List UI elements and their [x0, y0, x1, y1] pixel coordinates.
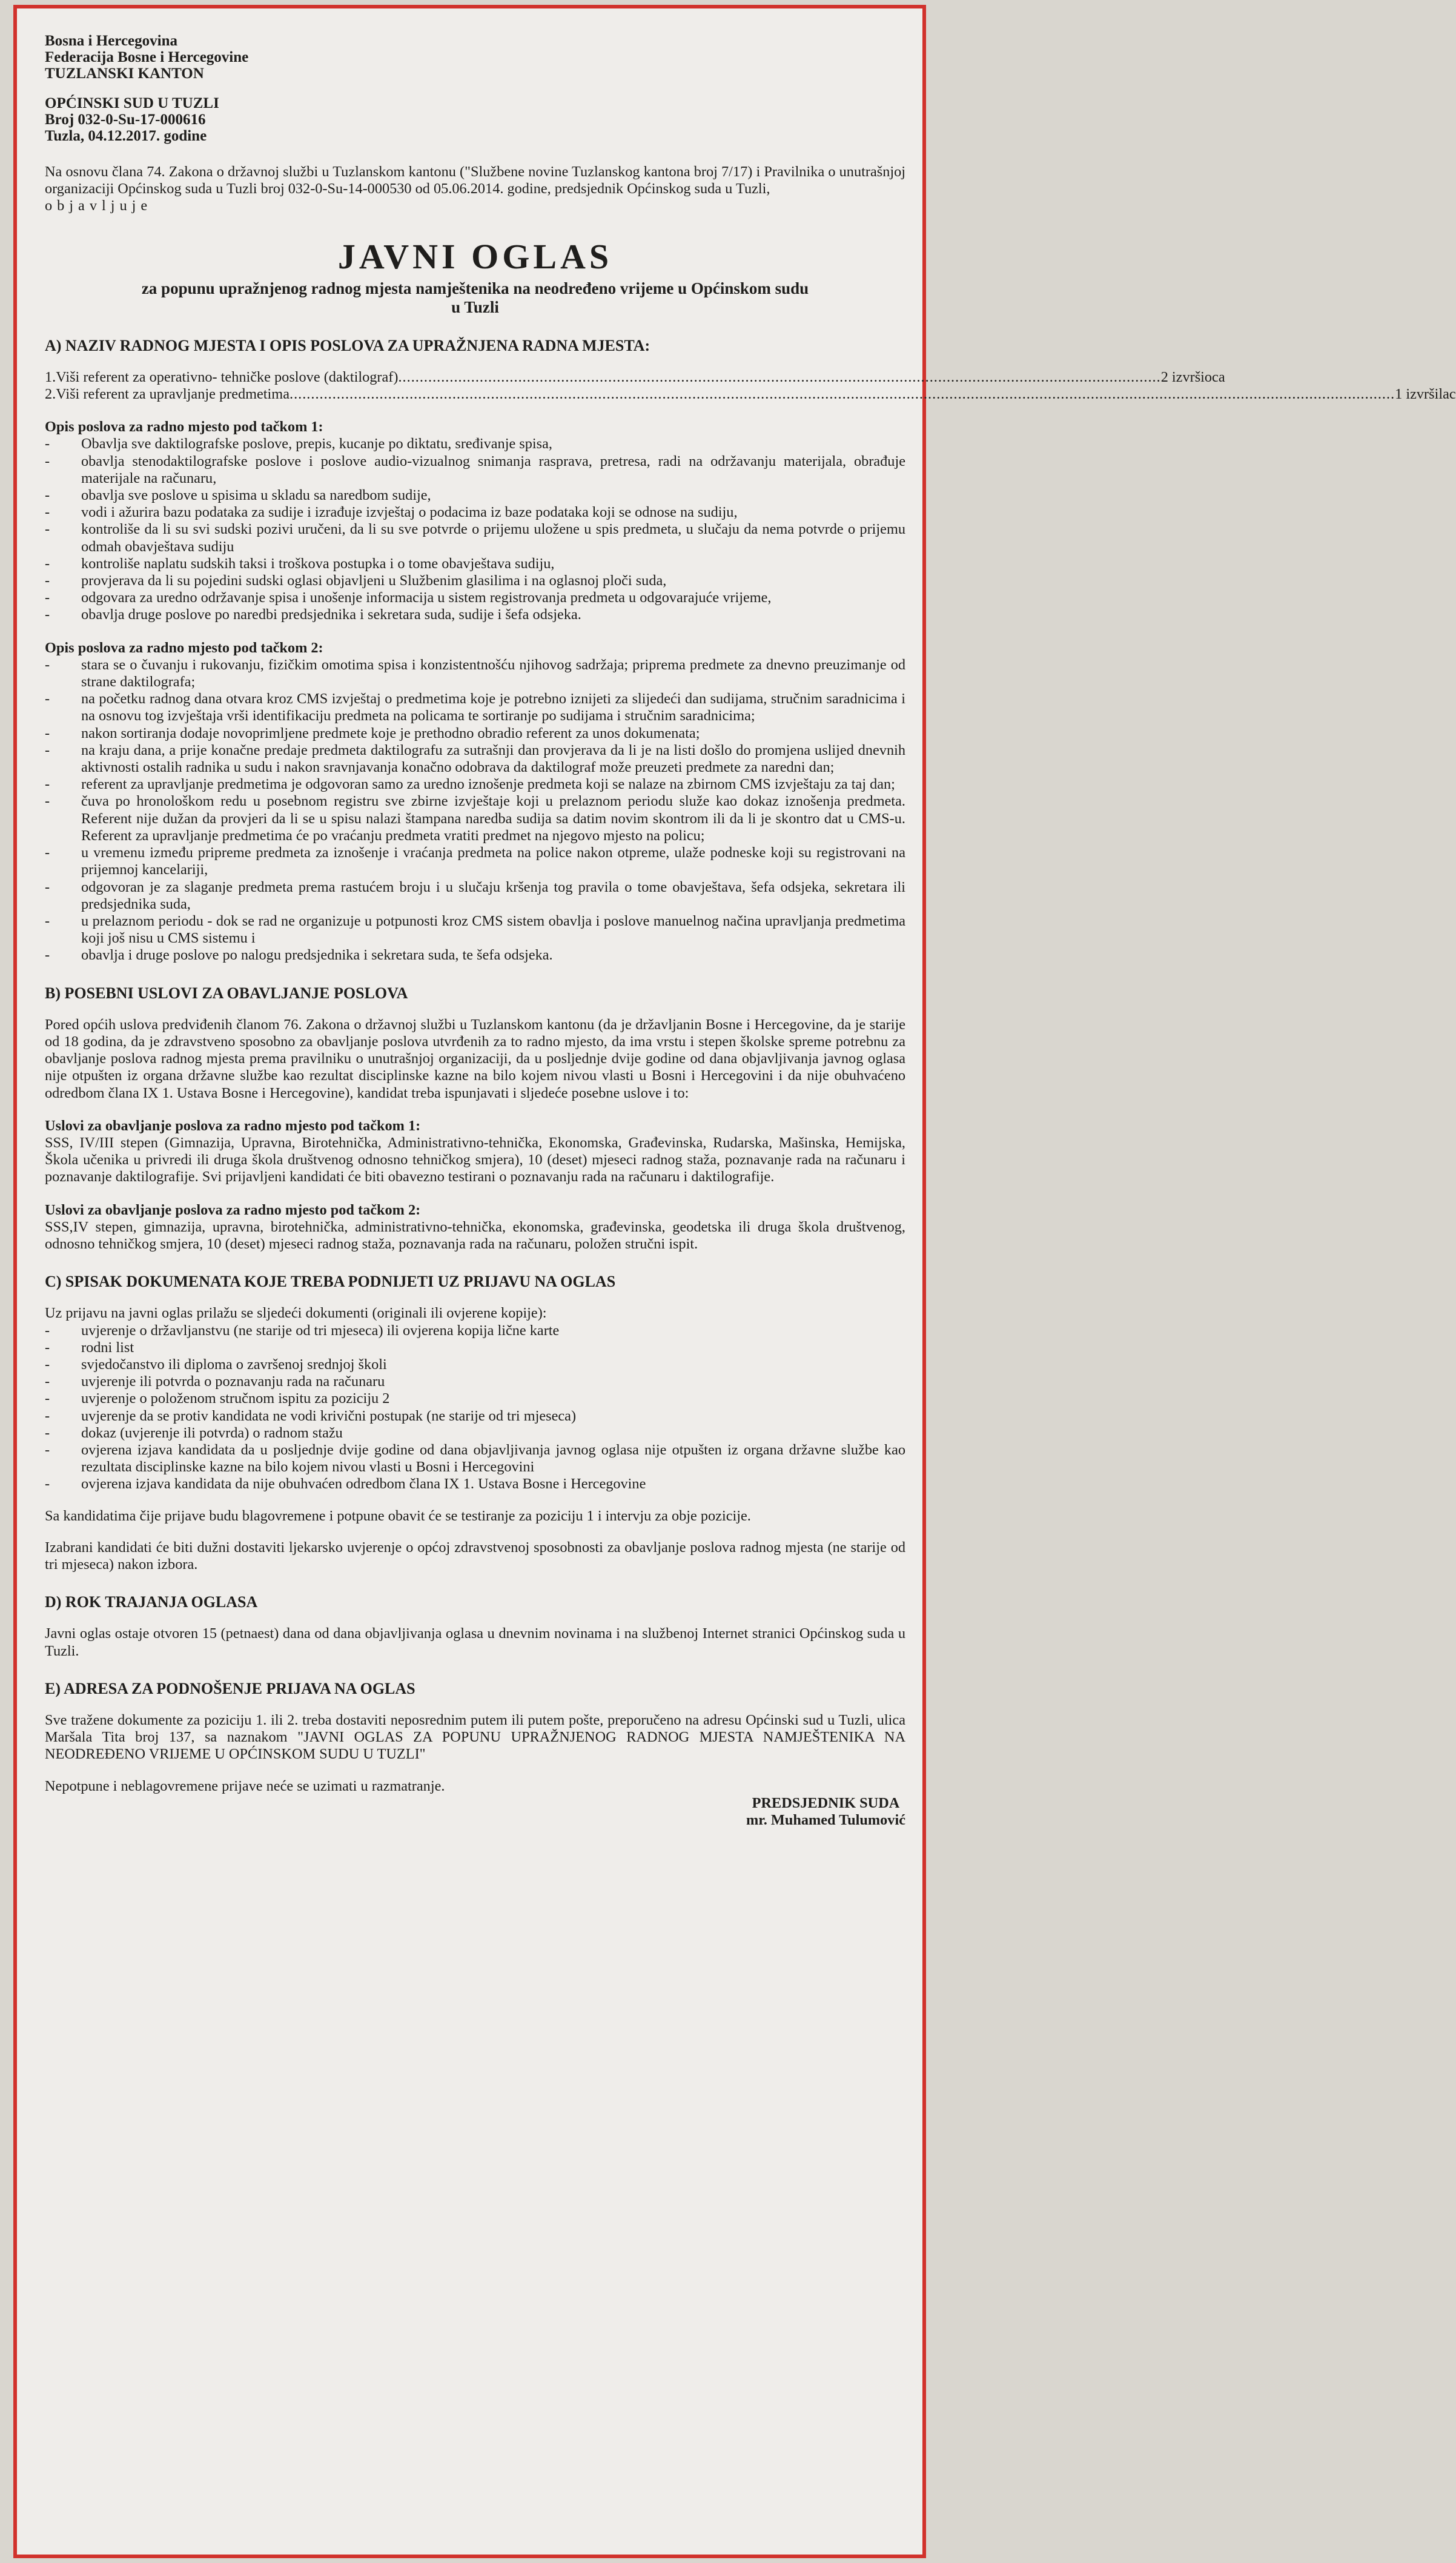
position-number: 1. [45, 368, 56, 385]
conditions-2-text: SSS,IV stepen, gimnazija, upravna, birotehnička, administrativno-tehnička, ekonomska, građevinska, geodetska ili druga škola društvenog, odnosno tehničkog smjera, 10 (deset) mjeseci radnog staža, poznavanja rada na računaru, položen stručni ispit. [45, 1218, 905, 1252]
duty-item: - vodi i ažurira bazu podataka za sudije i izrađuje izvještaj o podacima iz baze podataka koji se odnose na sudiju, [45, 504, 905, 521]
document-item: - ovjerena izjava kandidata da u posljednje dvije godine od dana objavljivanja javnog oglasa nije otpušten iz organa državne službe kao rezultata disciplinske kazne na bilo kojem nivou vlasti u Bosni i Hercegovini [45, 1442, 905, 1476]
duty-item: - odgovara za uredno održavanje spisa i unošenje informacija u sistem registrovanja predmeta u odgovarajuće vrijeme, [45, 589, 905, 606]
position-name: Viši referent za upravljanje predmetima [56, 386, 290, 403]
duties-2-heading: Opis poslova za radno mjesto pod tačkom 2: [45, 639, 323, 656]
newspaper-clipping [13, 5, 1456, 2558]
duty-item: - odgovoran je za slaganje predmeta prema rastućem broju i u slučaju kršenja tog pravila o tome obavještava, šefa odsjeka, sekretara ili predsjednika suda, [45, 879, 905, 913]
header-federation: Federacija Bosne i Hercegovine [45, 49, 249, 65]
position-number: 2. [45, 386, 56, 403]
document-item: - svjedočanstvo ili diploma o završenoj srednjoj školi [45, 1356, 905, 1373]
incomplete-applications-note: Nepotpune i neblagovremene prijave neće se uzimati u razmatranje. [45, 1777, 445, 1794]
position-name: Viši referent za operativno- tehničke poslove (daktilograf) [56, 368, 399, 385]
leader-dots: .................................................................................................................................................................................. [398, 368, 1161, 385]
duty-item: - na početku radnog dana otvara kroz CMS izvještaj o predmetima koje je potrebno iznijeti za slijedeći dan sudijama, stručnim saradnicima i na osnovu tog izvještaja vrši identifikaciju predmeta na policama te sortiranje po sudijama i stručnim saradnicima; [45, 691, 905, 724]
position-count: 1 izvršilac [1395, 386, 1456, 403]
duty-item: - kontroliše da li su svi sudski pozivi uručeni, da li su sve potvrde o prijemu uložene u spis predmeta, u slučaju da nema potvrde o prijemu odmah obavještava sudiju [45, 521, 905, 555]
duty-item: - obavlja druge poslove po naredbi predsjednika i sekretara suda, sudije i šefa odsjeka. [45, 606, 905, 623]
duty-item: - obavlja stenodaktilografske poslove i poslove audio-vizualnog snimanja rasprava, pretresa, radi na održavanju materijala, obrađuje materijale na računaru, [45, 453, 905, 487]
document-item: - uvjerenje o položenom stručnom ispitu za poziciju 2 [45, 1390, 905, 1407]
duty-item: - obavlja i druge poslove po nalogu predsjednika i sekretara suda, te šefa odsjeka. [45, 947, 905, 964]
duty-item: - u vremenu između pripreme predmeta za iznošenje i vraćanja predmeta na police nakon otpreme, ulaže podneske koji su registrovani na prijemnoj kancelariji, [45, 844, 905, 878]
position-count: 2 izvršioca [1160, 368, 1225, 385]
announces-word: objavljuje [45, 197, 153, 214]
duty-item: - u prelaznom periodu - dok se rad ne organizuje u potpunosti kroz CMS sistem obavlja i poslove manuelnog načina upravljanja predmetima koji još nisu u CMS sistemu i [45, 913, 905, 947]
document-item: - uvjerenje o državljanstvu (ne starije od tri mjeseca) ili ovjerena kopija lične karte [45, 1322, 905, 1339]
section-c-text: Uz prijavu na javni oglas prilažu se sljedeći dokumenti (originali ili ovjerene kopije): [45, 1305, 547, 1322]
document-item: - ovjerena izjava kandidata da nije obuhvaćen odredbom člana IX 1. Ustava Bosne i Hercegovine [45, 1476, 905, 1493]
section-e-text: Sve tražene dokumente za poziciju 1. ili 2. treba dostaviti neposrednim putem ili putem pošte, preporučeno na adresu Općinski sud u Tuzli, ulica Maršala Tita broj 137, sa naznakom "JAVNI OGLAS ZA POPUNU UPRAŽNJENOG RADNOG MJESTA NAMJEŠTENIKA NA NEODREĐENO VRIJEME U OPĆINSKOM SUDU U TUZLI" [45, 1712, 905, 1763]
duty-item: - referent za upravljanje predmetima je odgovoran samo za uredno iznošenje predmeta koji se nalaze na zbirnom CMS izvještaju za taj dan; [45, 776, 905, 793]
announcement-body [45, 33, 1456, 1829]
intro-paragraph: Na osnovu člana 74. Zakona o državnoj službi u Tuzlanskom kantonu ("Službene novine Tuzlanskog kantona broj 7/17) i Pravilnika o unutrašnjoj organizaciji Općinskog suda u Tuzli broj 032-0-Su-14-000530 od 05.06.2014. godine, predsjednik Općinskog suda u Tuzli, [45, 164, 905, 197]
conditions-2-heading: Uslovi za obavljanje poslova za radno mjesto pod tačkom 2: [45, 1201, 421, 1218]
duties-2-list [45, 657, 905, 964]
duties-1-list [45, 436, 905, 623]
header-canton: TUZLANSKI KANTON [45, 65, 204, 82]
duty-item: - Obavlja sve daktilografske poslove, prepis, kucanje po diktatu, sređivanje spisa, [45, 436, 905, 453]
section-e-heading: E) ADRESA ZA PODNOŠENJE PRIJAVA NA OGLAS [45, 1679, 415, 1697]
conditions-1-heading: Uslovi za obavljanje poslova za radno mjesto pod tačkom 1: [45, 1117, 421, 1134]
section-d-heading: D) ROK TRAJANJA OGLASA [45, 1593, 258, 1611]
section-c-heading: C) SPISAK DOKUMENATA KOJE TREBA PODNIJETI UZ PRIJAVU NA OGLAS [45, 1273, 616, 1291]
testing-note: Sa kandidatima čije prijave budu blagovremene i potpune obavit će se testiranje za poziciju 1 i intervju za obje pozicije. [45, 1507, 751, 1524]
document-item: - uvjerenje ili potvrda o poznavanju rada na računaru [45, 1373, 905, 1390]
duty-item: - kontroliše naplatu sudskih taksi i troškova postupka i o tome obavještava sudiju, [45, 555, 905, 572]
document-title: JAVNI OGLAS [337, 236, 613, 276]
section-a-heading: A) NAZIV RADNOG MJESTA I OPIS POSLOVA ZA UPRAŽNJENA RADNA MJESTA: [45, 336, 650, 354]
positions-list [45, 368, 1456, 403]
document-item: - dokaz (uvjerenje ili potvrda) o radnom stažu [45, 1425, 905, 1442]
position-row [45, 368, 1225, 386]
duty-item: - provjerava da li su pojedini sudski oglasi objavljeni u Službenim glasilima i na oglasnoj ploči suda, [45, 572, 905, 589]
conditions-1-text: SSS, IV/III stepen (Gimnazija, Upravna, Birotehnička, Administrativno-tehnička, Ekonomska, Građevinska, Rudarska, Mašinska, Hemijska, Škola učenika u privredi ili druga škola društvenog odnosno tehničkog smjera), 10 (deset) mjeseci radnog staža, poznavanje rada na računaru i poznavanje daktilografije. Svi prijavljeni kandidati će biti obavezno testirani o poznavanju rada na računaru i daktilografije. [45, 1134, 905, 1185]
duty-item: - stara se o čuvanju i rukovanju, fizičkim omotima spisa i konzistentnošću njihovog sadržaja; priprema predmete za dnevno preuzimanje od strane daktilografa; [45, 657, 905, 691]
medical-note: Izabrani kandidati će biti dužni dostaviti ljekarsko uvjerenje o općoj zdravstvenoj sposobnosti za obavljanje poslova radnog mjesta (ne starije od tri mjeseca) nakon izbora. [45, 1539, 905, 1573]
document-item: - uvjerenje da se protiv kandidata ne vodi krivični postupak (ne starije od tri mjeseca) [45, 1408, 905, 1425]
duty-item: - čuva po hronološkom redu u posebnom registru sve zbirne izvještaje koji u prelaznom periodu služe kao dokaz iznošenja predmeta. Referent nije dužan da provjeri da li se u spisu nalazi štampana naredba sudija sa datim novim skontrom ili da li je skontro dat u CMS-u. Referent za upravljanje predmetima će po vraćanju predmeta vratiti predmet na njegovo mjesto na policu; [45, 793, 905, 844]
document-subtitle: za popunu upražnjenog radnog mjesta namještenika na neodređeno vrijeme u Općinskom sudu u Tuzli [141, 279, 809, 316]
duty-item: - nakon sortiranja dodaje novoprimljene predmete koje je prethodno obradio referent za unos dokumenata; [45, 725, 905, 742]
signature-name: mr. Muhamed Tulumović [746, 1812, 905, 1829]
header-date: Tuzla, 04.12.2017. godine [45, 128, 207, 144]
position-row [45, 386, 1456, 403]
document-item: - rodni list [45, 1339, 905, 1356]
documents-list [45, 1322, 905, 1493]
section-b-text: Pored općih uslova predviđenih članom 76. Zakona o državnoj službi u Tuzlanskom kantonu (da je državljanin Bosne i Hercegovine, da je starije od 18 godina, da je zdravstveno sposobno za obavljanje poslova utvrđenih za to radno mjesto, da ima vrstu i stepen školske spreme potrebnu za obavljanje poslova radnog mjesta prema pravilniku o unutrašnjoj organizaciji, da u posljednje dvije godine od dana objavljivanja javnog oglasa nije otpušten iz organa državne službe kao rezultat disciplinske kazne na bilo kojem nivou vlasti u Bosni i Hercegovini i da nije obuhvaćeno odredbom člana IX 1. Ustava Bosne i Hercegovine), kandidat treba ispunjavati i sljedeće posebne uslove i to: [45, 1016, 905, 1101]
document-header [45, 33, 905, 144]
leader-dots: .................................................................................................................................................................................................................................................................. [290, 386, 1395, 403]
duty-item: - na kraju dana, a prije konačne predaje predmeta daktilografu za sutrašnji dan provjerava da li je na listi došlo do promjena uslijed dnevnih aktivnosti ostalih radnika u sudu i nakon sravnjavanja konačno odobrava da daktilograf može preuzeti predmete za naredni dan; [45, 742, 905, 776]
header-court: OPĆINSKI SUD U TUZLI [45, 95, 219, 111]
signature-block [746, 1795, 905, 1829]
section-b-heading: B) POSEBNI USLOVI ZA OBAVLJANJE POSLOVA [45, 984, 408, 1002]
signature-role: PREDSJEDNIK SUDA [752, 1794, 900, 1811]
header-country: Bosna i Hercegovina [45, 33, 177, 49]
duty-item: - obavlja sve poslove u spisima u skladu sa naredbom sudije, [45, 487, 905, 504]
header-number: Broj 032-0-Su-17-000616 [45, 111, 206, 128]
section-d-text: Javni oglas ostaje otvoren 15 (petnaest) dana od dana objavljivanja oglasa u dnevnim novinama i na službenoj Internet stranici Općinskog suda u Tuzli. [45, 1625, 905, 1659]
duties-1-heading: Opis poslova za radno mjesto pod tačkom 1: [45, 419, 323, 436]
